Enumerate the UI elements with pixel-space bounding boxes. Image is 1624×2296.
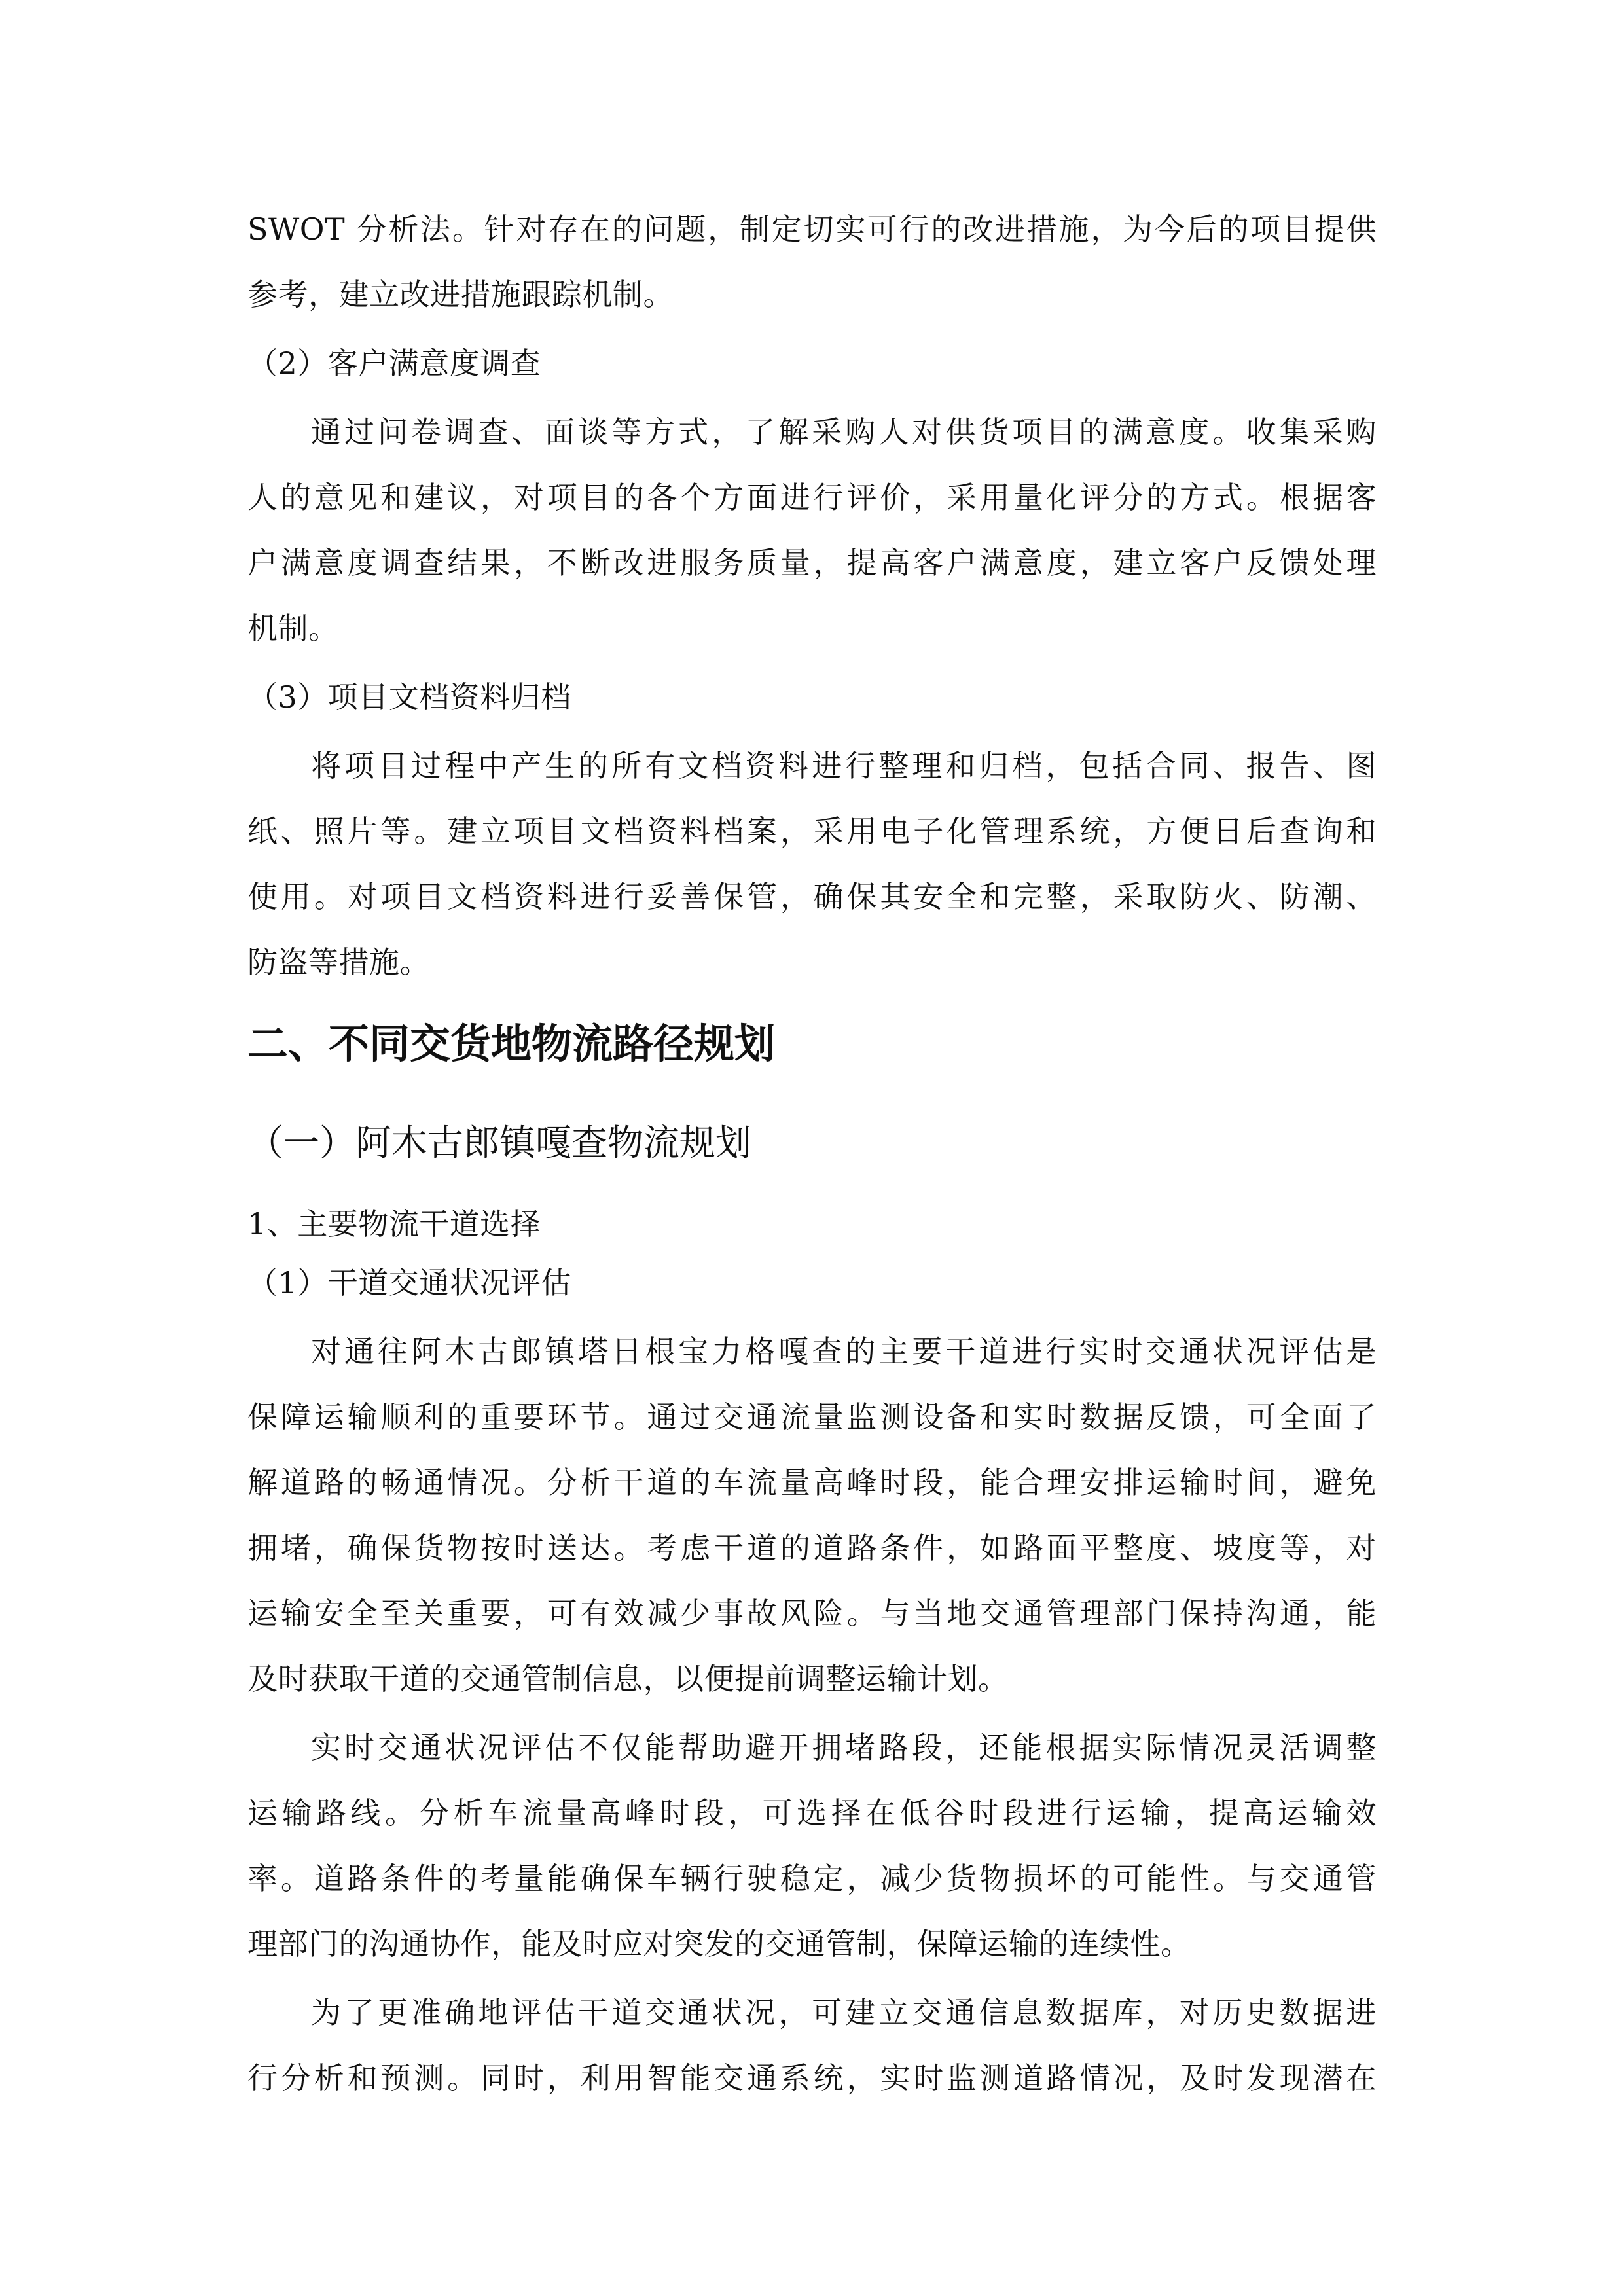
- subsection-heading: （一）阿木古郎镇嘎查物流规划: [247, 1122, 752, 1164]
- section-item-label: （1）干道交通状况评估: [247, 1265, 571, 1300]
- body-text-line: 为了更准确地评估干道交通状况，可建立交通信息数据库，对历史数据进: [311, 1995, 1377, 2030]
- body-text-line: SWOT 分析法。针对存在的问题，制定切实可行的改进措施，为今后的项目提供: [247, 211, 1377, 247]
- body-text-line: 及时获取干道的交通管制信息，以便提前调整运输计划。: [247, 1661, 1009, 1696]
- body-text-line: 防盗等措施。: [247, 944, 430, 980]
- body-text-line: 通过问卷调查、面谈等方式，了解采购人对供货项目的满意度。收集采购: [311, 414, 1377, 450]
- body-text-line: 对通往阿木古郎镇塔日根宝力格嘎查的主要干道进行实时交通状况评估是: [311, 1334, 1377, 1369]
- section-item-label: （3）项目文档资料归档: [247, 679, 571, 715]
- body-text-line: 将项目过程中产生的所有文档资料进行整理和归档，包括合同、报告、图: [311, 748, 1377, 783]
- body-text-line: 解道路的畅通情况。分析干道的车流量高峰时段，能合理安排运输时间，避免: [247, 1465, 1377, 1500]
- body-text-line: 率。道路条件的考量能确保车辆行驶稳定，减少货物损坏的可能性。与交通管: [247, 1861, 1377, 1896]
- body-text-line: 实时交通状况评估不仅能帮助避开拥堵路段，还能根据实际情况灵活调整: [311, 1730, 1377, 1765]
- body-text-line: 户满意度调查结果，不断改进服务质量，提高客户满意度，建立客户反馈处理: [247, 545, 1377, 581]
- body-text-line: 参考，建立改进措施跟踪机制。: [247, 277, 674, 312]
- body-text-line: 纸、照片等。建立项目文档资料档案，采用电子化管理系统，方便日后查询和: [247, 814, 1377, 849]
- body-text-line: 人的意见和建议，对项目的各个方面进行评价，采用量化评分的方式。根据客: [247, 480, 1377, 515]
- body-text-line: 运输安全至关重要，可有效减少事故风险。与当地交通管理部门保持沟通，能: [247, 1596, 1377, 1631]
- body-text-line: 行分析和预测。同时，利用智能交通系统，实时监测道路情况，及时发现潜在: [247, 2060, 1377, 2096]
- body-text-line: 使用。对项目文档资料进行妥善保管，确保其安全和完整，采取防火、防潮、: [247, 879, 1377, 914]
- section-item-label: （2）客户满意度调查: [247, 346, 541, 381]
- section-heading: 二、不同交货地物流路径规划: [247, 1020, 776, 1067]
- body-text-line: 保障运输顺利的重要环节。通过交通流量监测设备和实时数据反馈，可全面了: [247, 1399, 1377, 1435]
- item-heading: 1、主要物流干道选择: [247, 1206, 541, 1242]
- body-text-line: 机制。: [247, 611, 339, 646]
- body-text-line: 运输路线。分析车流量高峰时段，可选择在低谷时段进行运输，提高运输效: [247, 1795, 1377, 1831]
- body-text-line: 拥堵，确保货物按时送达。考虑干道的道路条件，如路面平整度、坡度等，对: [247, 1530, 1377, 1566]
- body-text-line: 理部门的沟通协作，能及时应对突发的交通管制，保障运输的连续性。: [247, 1926, 1191, 1962]
